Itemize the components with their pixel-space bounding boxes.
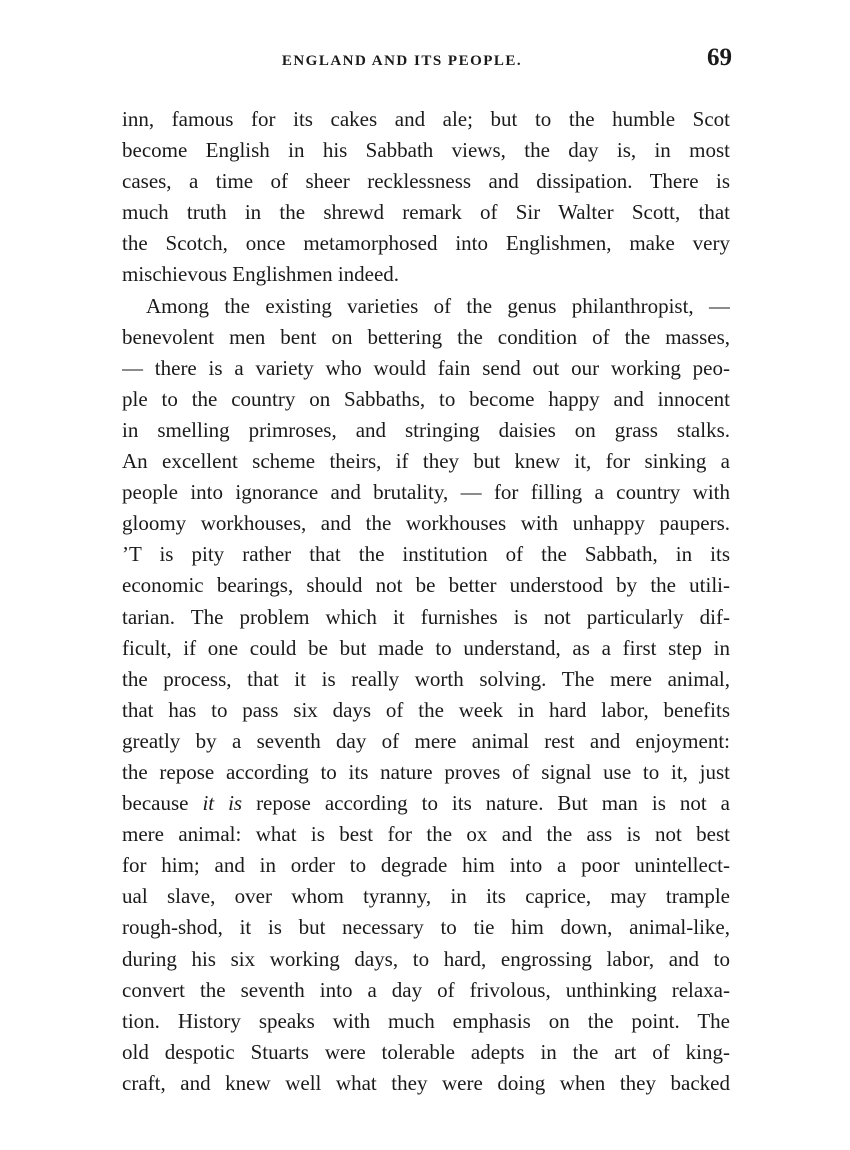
text-line: convert the seventh into a day of frivolous, unthinking relaxa-	[122, 977, 730, 1002]
text-line: mere animal: what is best for the ox and the ass is not best	[122, 822, 730, 847]
text-line: because it is repose according to its nature. But man is not a	[122, 791, 730, 816]
text-line: the process, that it is really worth solving. The mere animal,	[122, 666, 730, 691]
text-line: ficult, if one could be but made to understand, as a first step in	[122, 635, 730, 660]
page-number: 69	[707, 44, 732, 71]
text-line: tion. History speaks with much emphasis on the point. The	[122, 1008, 730, 1033]
text-line: rough-shod, it is but necessary to tie him down, animal-like,	[122, 915, 730, 940]
text-line: benevolent men bent on bettering the condition of the masses,	[122, 324, 730, 349]
body-text	[122, 104, 730, 1099]
text-line: people into ignorance and brutality, — for filling a country with	[122, 480, 730, 505]
text-line: economic bearings, should not be better understood by the utili-	[122, 573, 730, 598]
text-line: tarian. The problem which it furnishes is not particularly dif-	[122, 604, 730, 629]
text-line: much truth in the shrewd remark of Sir Walter Scott, that	[122, 200, 730, 225]
text-line: ple to the country on Sabbaths, to become happy and innocent	[122, 386, 730, 411]
text-line: the Scotch, once metamorphosed into Englishmen, make very	[122, 231, 730, 256]
text-line: for him; and in order to degrade him into a poor unintellect-	[122, 853, 730, 878]
text-line: greatly by a seventh day of mere animal rest and enjoyment:	[122, 728, 730, 753]
text-line: cases, a time of sheer recklessness and dissipation. There is	[122, 169, 730, 194]
text-line: An excellent scheme theirs, if they but knew it, for sinking a	[122, 449, 730, 474]
text-line: gloomy workhouses, and the workhouses with unhappy paupers.	[122, 511, 730, 536]
text-line: inn, famous for its cakes and ale; but to the humble Scot	[122, 107, 730, 131]
text-line: — there is a variety who would fain send out our working peo-	[122, 355, 730, 380]
text-line: the repose according to its nature proves of signal use to it, just	[122, 759, 730, 784]
paragraph-start-line: Among the existing varieties of the genus philanthropist, —	[146, 293, 730, 318]
text-line: ’T is pity rather that the institution of the Sabbath, in its	[122, 542, 730, 567]
text-line: become English in his Sabbath views, the day is, in most	[122, 138, 730, 163]
running-head	[122, 44, 732, 80]
running-title: ENGLAND AND ITS PEOPLE.	[281, 53, 523, 69]
text-line: during his six working days, to hard, engrossing labor, and to	[122, 946, 730, 971]
text-line: in smelling primroses, and stringing daisies on grass stalks.	[122, 417, 730, 442]
text-line: craft, and knew well what they were doing when they backed	[122, 1070, 730, 1095]
text-line: mischievous Englishmen indeed.	[122, 262, 400, 287]
text-line: ual slave, over whom tyranny, in its caprice, may trample	[122, 884, 730, 909]
text-line: that has to pass six days of the week in hard labor, benefits	[122, 697, 730, 722]
text-line: old despotic Stuarts were tolerable adepts in the art of king-	[122, 1039, 730, 1064]
